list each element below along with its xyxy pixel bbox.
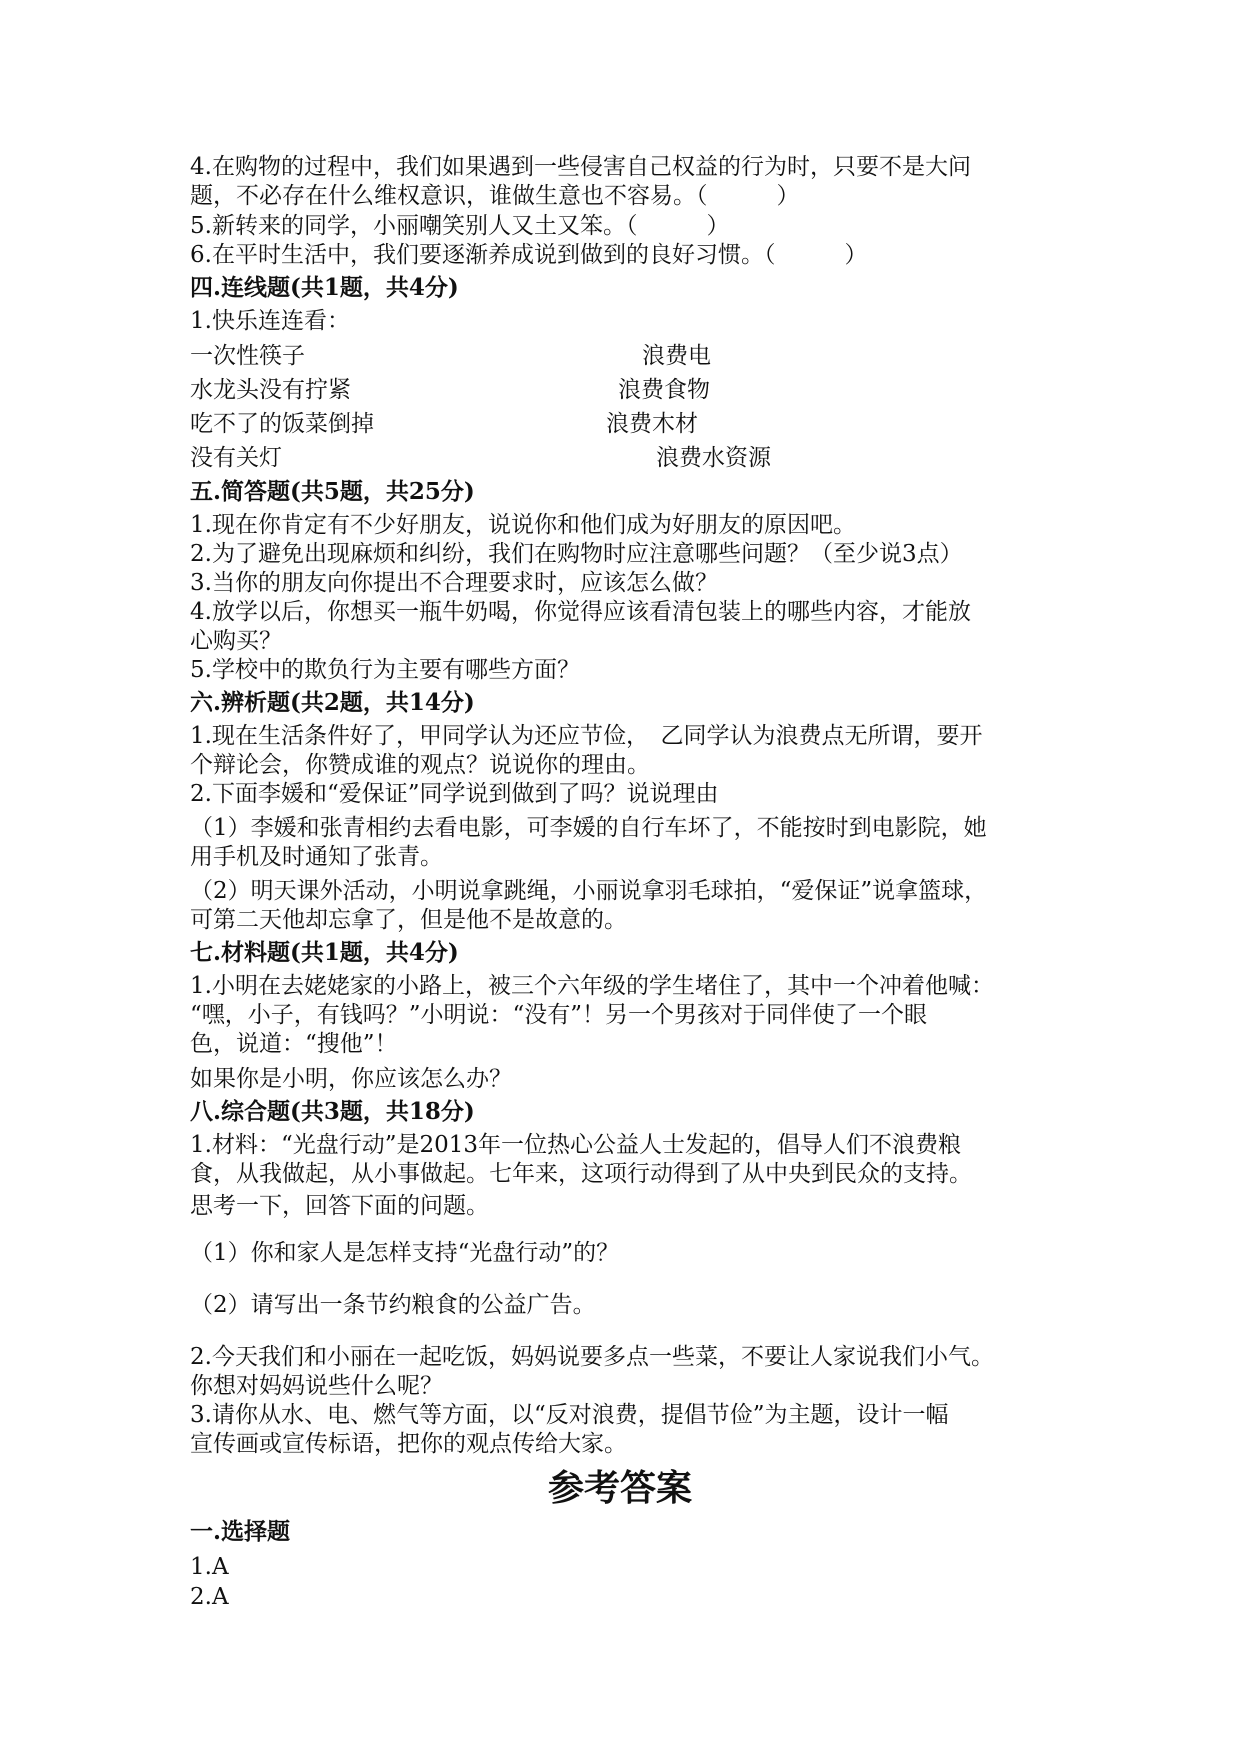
comprehensive-q1-line1: 1.材料：“光盘行动”是2013年一位热心公益人士发起的，倡导人们不浪费粮 <box>190 1132 961 1158</box>
analysis-q2-case1-line1: （1）李媛和张青相约去看电影，可李媛的自行车坏了，不能按时到电影院，她 <box>190 815 987 841</box>
short-answer-q4-line2: 心购买？ <box>190 628 282 654</box>
analysis-q2-case2-line1: （2）明天课外活动，小明说拿跳绳，小丽说拿羽毛球拍，“爱保证”说拿篮球， <box>190 878 988 904</box>
comprehensive-q1-sub2: （2）请写出一条节约粮食的公益广告。 <box>190 1292 596 1318</box>
short-answer-q3: 3.当你的朋友向你提出不合理要求时，应该怎么做？ <box>190 570 718 596</box>
comprehensive-q3-line1: 3.请你从水、电、燃气等方面，以“反对浪费，提倡节俭”为主题，设计一幅 <box>190 1402 949 1428</box>
comprehensive-q1-sub1: （1）你和家人是怎样支持“光盘行动”的？ <box>190 1240 620 1266</box>
tf-q4-line1: 4.在购物的过程中，我们如果遇到一些侵害自己权益的行为时，只要不是大问 <box>190 154 971 180</box>
material-q1-line2: “嘿，小子，有钱吗？”小明说：“没有”！另一个男孩对于同伴使了一个眼 <box>190 1002 928 1028</box>
comprehensive-q2-line2: 你想对妈妈说些什么呢？ <box>190 1373 443 1399</box>
analysis-q2-case1-line2: 用手机及时通知了张青。 <box>190 844 443 870</box>
analysis-q1-line2: 个辩论会，你赞成谁的观点？说说你的理由。 <box>190 752 650 778</box>
material-q1-line1: 1.小明在去姥姥家的小路上，被三个六年级的学生堵住了，其中一个冲着他喊： <box>190 973 994 999</box>
answer-item: 2.A <box>190 1584 229 1610</box>
section6-header: 六.辨析题(共2题，共14分) <box>190 689 475 716</box>
comprehensive-q3-line2: 宣传画或宣传标语，把你的观点传给大家。 <box>190 1431 627 1457</box>
analysis-q1-line1: 1.现在生活条件好了，甲同学认为还应节俭， 乙同学认为浪费点无所谓，要开 <box>190 723 983 749</box>
matching-right-item: 浪费食物 <box>618 377 710 403</box>
tf-q4-line2: 题，不必存在什么维权意识，谁做生意也不容易。（ ） <box>190 183 800 209</box>
comprehensive-q2-line1: 2.今天我们和小丽在一起吃饭，妈妈说要多点一些菜，不要让人家说我们小气。 <box>190 1344 994 1370</box>
section7-header: 七.材料题(共1题，共4分) <box>190 939 459 966</box>
section4-header: 四.连线题(共1题，共4分) <box>190 274 459 301</box>
matching-right-item: 浪费水资源 <box>656 445 771 471</box>
matching-right-item: 浪费电 <box>642 343 711 369</box>
analysis-q2-case2-line2: 可第二天他却忘拿了，但是他不是故意的。 <box>190 907 627 933</box>
matching-left-item: 一次性筷子 <box>190 343 305 369</box>
comprehensive-q1-line2: 食，从我做起，从小事做起。七年来，这项行动得到了从中央到民众的支持。 <box>190 1161 972 1187</box>
matching-right-item: 浪费木材 <box>606 411 698 437</box>
section8-header: 八.综合题(共3题，共18分) <box>190 1098 475 1125</box>
matching-question: 1.快乐连连看： <box>190 308 350 334</box>
analysis-q2: 2.下面李媛和“爱保证”同学说到做到了吗？说说理由 <box>190 781 719 807</box>
material-q1-line3: 色，说道：“搜他”！ <box>190 1031 398 1057</box>
answers-title: 参考答案 <box>547 1467 692 1509</box>
comprehensive-q1-line3: 思考一下，回答下面的问题。 <box>190 1193 489 1219</box>
matching-left-item: 没有关灯 <box>190 445 282 471</box>
short-answer-q4-line1: 4.放学以后，你想买一瓶牛奶喝，你觉得应该看清包装上的哪些内容，才能放 <box>190 599 971 625</box>
matching-left-item: 吃不了的饭菜倒掉 <box>190 411 374 437</box>
short-answer-q5: 5.学校中的欺负行为主要有哪些方面？ <box>190 657 580 683</box>
section5-header: 五.简答题(共5题，共25分) <box>190 478 475 505</box>
short-answer-q2: 2.为了避免出现麻烦和纠纷，我们在购物时应注意哪些问题？（至少说3点） <box>190 541 963 567</box>
tf-q5: 5.新转来的同学，小丽嘲笑别人又土又笨。（ ） <box>190 213 730 239</box>
answers-section1-header: 一.选择题 <box>190 1518 291 1545</box>
answer-item: 1.A <box>190 1554 229 1580</box>
tf-q6: 6.在平时生活中，我们要逐渐养成说到做到的良好习惯。（ ） <box>190 242 868 268</box>
material-q1-question: 如果你是小明，你应该怎么办？ <box>190 1066 512 1092</box>
short-answer-q1: 1.现在你肯定有不少好朋友，说说你和他们成为好朋友的原因吧。 <box>190 512 856 538</box>
matching-left-item: 水龙头没有拧紧 <box>190 377 351 403</box>
